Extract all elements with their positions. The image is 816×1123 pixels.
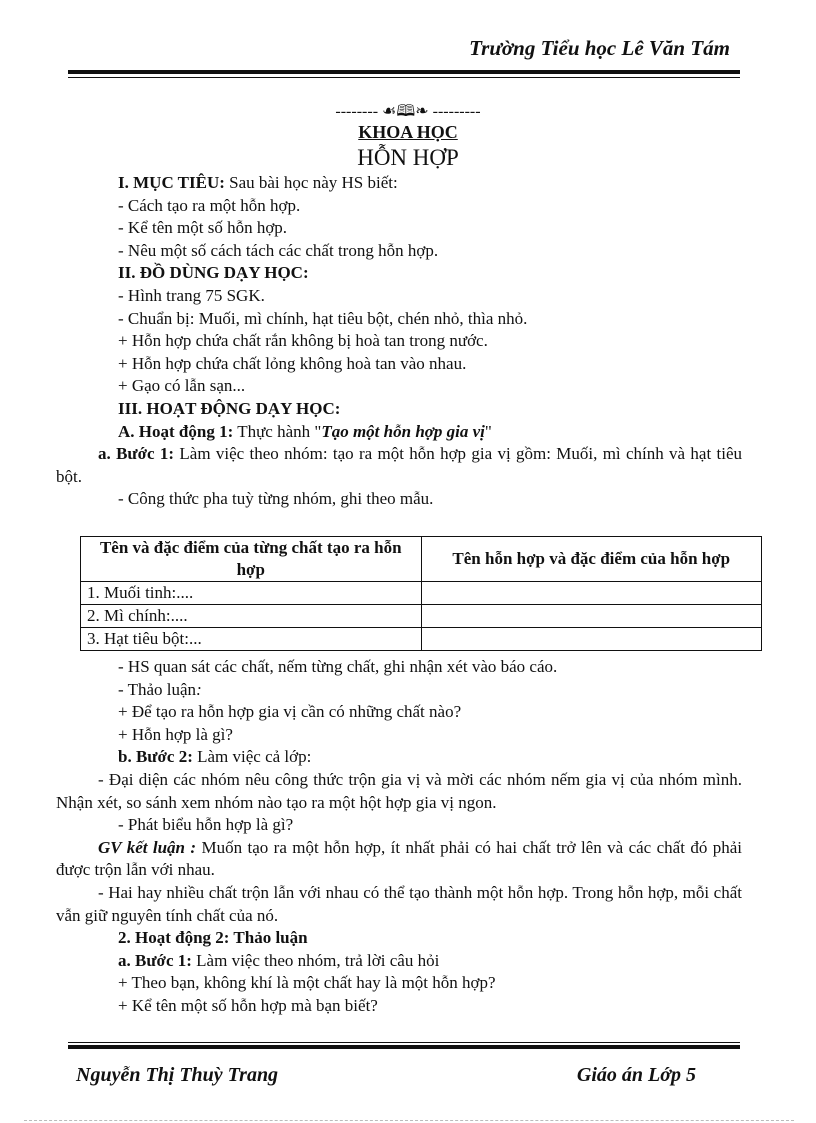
lesson-body-continued [56,656,743,1018]
header-school: Trường Tiểu học Lê Văn Tám [469,36,730,60]
activity1-text: Thực hành " [237,421,322,441]
table-cell [421,582,762,605]
formula-note: - Công thức pha tuỳ từng nhóm, ghi theo mẫu. [118,489,434,509]
discussion-colon: : [196,679,202,699]
footer-doc-title: Giáo án Lớp 5 [576,1064,696,1086]
table-cell: 1. Muối tinh:.... [81,582,422,605]
activity2-step1-text: Làm việc theo nhóm, trả lời câu hỏi [196,950,440,970]
materials-heading: II. ĐỒ DÙNG DẠY HỌC: [118,263,309,283]
teacher-conclusion [56,837,742,882]
state-question: - Phát biểu hỗn hợp là gì? [118,815,294,835]
table-row [81,582,762,605]
step1-paragraph [56,443,742,488]
table-cell: 2. Mì chính:.... [81,605,422,628]
material-item: + Hỗn hợp chứa chất lỏng không hoà tan vào nhau. [118,353,467,373]
page-break-line [24,1120,794,1121]
mixture-definition: - Hai hay nhiều chất trộn lẫn với nhau có thể tạo thành một hỗn hợp. Trong hỗn hợp, mỗi chất vẫn giữ nguyên tính chất của nó. [56,882,742,925]
activity2-step1-line [76,950,742,973]
table-cell [421,628,762,651]
objectives-line [76,172,742,195]
table-header: Tên và đặc điểm của từng chất tạo ra hỗn hợp [81,537,422,582]
footer-rule-thick [68,1045,740,1049]
representatives-paragraph: - Đại diện các nhóm nêu công thức trộn gia vị và mời các nhóm nếm gia vị của nhóm mình. Nhận xét, so sánh xem nhóm nào tạo ra một hột hợp gia vị ngon. [56,769,742,812]
mixture-table [80,536,762,651]
step2-line [76,746,742,769]
footer-rule-thin [68,1042,740,1043]
objectives-heading: I. MỤC TIÊU: [118,173,225,192]
table-row [81,605,762,628]
table-row [81,628,762,651]
material-item: + Hỗn hợp chứa chất rắn không bị hoà tan trong nước. [118,331,488,351]
activity2-step1-label: a. Bước 1: [118,950,192,970]
question-item: + Theo bạn, không khí là một chất hay là một hỗn hợp? [118,973,496,993]
activity2-heading: 2. Hoạt động 2: Thảo luận [118,928,308,948]
footer-author: Nguyễn Thị Thuỳ Trang [76,1064,279,1086]
activities-heading: III. HOẠT ĐỘNG DẠY HỌC: [118,398,341,418]
table-cell [421,605,762,628]
discussion-label: - Thảo luận [118,679,197,699]
activity1-title: Tạo một hỗn hợp gia vị [321,421,485,441]
table-header-row [81,537,762,582]
header-rule-thin [68,77,740,78]
step1-text: Làm việc theo nhóm: tạo ra một hỗn hợp gia vị gồm: Muối, mì chính và hạt tiêu bột. [56,444,743,486]
question-item: + Hỗn hợp là gì? [118,724,233,744]
discussion-line [76,679,742,702]
lesson-body [56,172,743,511]
ornament: -------- ☙🕮❧ --------- [335,103,481,120]
activity1-line [76,421,742,444]
table-header: Tên hỗn hợp và đặc điểm của hỗn hợp [421,537,762,582]
teacher-conclusion-text: Muốn tạo ra một hỗn hợp, ít nhất phải có hai chất trở lên và các chất đó phải được trộn lẫn với nhau. [56,837,743,880]
step2-label: b. Bước 2: [118,747,193,767]
material-item: - Hình trang 75 SGK. [118,285,265,305]
objectives-intro: Sau bài học này HS biết: [229,173,398,192]
objective-item: - Kể tên một số hỗn hợp. [118,218,288,238]
question-item: + Kể tên một số hỗn hợp mà bạn biết? [118,995,378,1015]
step2-text: Làm việc cả lớp: [197,747,312,767]
step1-label: a. Bước 1: [98,444,175,464]
observation-note: - HS quan sát các chất, nếm từng chất, ghi nhận xét vào báo cáo. [118,657,558,676]
question-item: + Để tạo ra hỗn hợp gia vị cần có những chất nào? [118,702,462,722]
material-item: - Chuẩn bị: Muối, mì chính, hạt tiêu bột, chén nhỏ, thìa nhỏ. [118,308,528,328]
objective-item: - Cách tạo ra một hỗn hợp. [118,195,301,215]
activity1-label: A. Hoạt động 1: [118,421,234,441]
lesson-title: HỖN HỢP [357,145,459,170]
activity1-quote-end: " [484,421,492,441]
subject-heading: KHOA HỌC [358,122,458,142]
table-cell: 3. Hạt tiêu bột:... [81,628,422,651]
header-rule-thick [68,70,740,74]
objective-item: - Nêu một số cách tách các chất trong hỗn hợp. [118,240,439,260]
material-item: + Gạo có lẫn sạn... [118,376,246,396]
teacher-conclusion-label: GV kết luận : [98,837,197,857]
